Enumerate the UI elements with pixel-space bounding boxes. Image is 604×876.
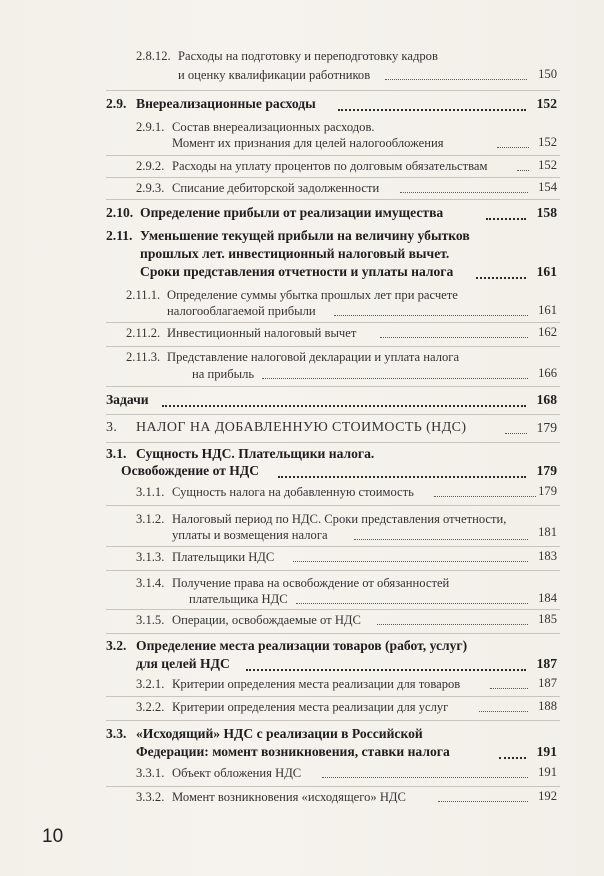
divider	[106, 609, 560, 610]
divider	[106, 90, 560, 91]
toc-leader	[479, 711, 528, 712]
toc-entry-text: Сущность налога на добавленную стоимость	[172, 485, 414, 499]
toc-entry-text: Расходы на уплату процентов по долговым обязательствам	[172, 159, 488, 173]
toc-leader	[322, 777, 528, 778]
divider	[106, 786, 560, 787]
section-num: 3.1.	[106, 446, 127, 461]
toc-page-number: 191	[536, 744, 557, 759]
divider	[106, 633, 560, 634]
section-title: Задачи	[106, 392, 149, 407]
toc-entry-text: Момент возникновения «исходящего» НДС	[172, 790, 406, 804]
section-num: 3.2.	[106, 638, 127, 653]
section-title: Внереализационные расходы	[136, 96, 316, 111]
chapter-num: 3.	[106, 420, 118, 435]
toc-num: 2.9.2.	[136, 159, 165, 173]
toc-entry-text: уплаты и возмещения налога	[172, 528, 328, 542]
section-num: 2.9.	[106, 96, 127, 111]
toc-leader	[278, 476, 526, 478]
toc-page-number: 152	[538, 135, 557, 149]
toc-page-number: 187	[536, 656, 557, 671]
toc-page-number: 187	[538, 676, 557, 690]
toc-leader	[246, 669, 526, 671]
toc-page-number: 152	[538, 158, 557, 172]
toc-page-number: 183	[538, 549, 557, 563]
toc-page-number: 188	[538, 699, 557, 713]
toc-entry-text: и оценку квалификации работников	[178, 68, 371, 82]
divider	[106, 720, 560, 721]
toc-entry-text: Объект обложения НДС	[172, 766, 302, 780]
toc-num: 3.1.1.	[136, 485, 165, 499]
divider	[106, 570, 560, 571]
section-num: 2.11.	[106, 228, 133, 243]
toc-page-number: 161	[536, 264, 557, 279]
toc-num: 3.3.2.	[136, 790, 165, 804]
section-title: для целей НДС	[136, 656, 230, 671]
toc-leader	[262, 378, 528, 379]
divider	[106, 155, 560, 156]
chapter-title: НАЛОГ НА ДОБАВЛЕННУЮ СТОИМОСТЬ (НДС)	[136, 420, 467, 435]
toc-num: 2.9.3.	[136, 181, 165, 195]
section-title: Определение места реализации товаров (работ, услуг)	[136, 638, 468, 653]
toc-num: 2.11.2.	[126, 326, 161, 340]
section-num: 2.10.	[106, 205, 134, 220]
toc-num: 3.3.1.	[136, 766, 165, 780]
toc-page-number: 179	[536, 420, 557, 435]
divider	[106, 322, 560, 323]
section-title: Определение прибыли от реализации имущества	[140, 205, 444, 220]
toc-leader	[434, 496, 536, 497]
toc-page-number: 191	[538, 765, 557, 779]
section-title: прошлых лет. инвестиционный налоговый вычет.	[140, 246, 450, 261]
section-title: «Исходящий» НДС с реализации в Российской	[136, 726, 423, 741]
toc-entry-text: Операции, освобождаемые от НДС	[172, 613, 361, 627]
toc-entry-text: Определение суммы убытка прошлых лет при расчете	[167, 288, 458, 302]
toc-leader	[380, 337, 528, 338]
toc-entry-text: Расходы на подготовку и переподготовку кадров	[178, 49, 438, 63]
divider	[106, 442, 560, 443]
toc-page-number: 152	[536, 96, 557, 111]
toc-leader	[385, 79, 527, 80]
toc-page-number: 150	[538, 67, 557, 81]
toc-num: 2.11.3.	[126, 350, 161, 364]
toc-leader	[505, 433, 527, 434]
toc-entry-text: плательщика НДС	[189, 592, 288, 606]
divider	[106, 386, 560, 387]
toc-page-number: 158	[536, 205, 557, 220]
divider	[106, 546, 560, 547]
toc-page-number: 184	[538, 591, 557, 605]
divider	[106, 199, 560, 200]
toc-entry-text: Списание дебиторской задолженности	[172, 181, 380, 195]
toc-page-number: 192	[538, 789, 557, 803]
section-title: Сроки представления отчетности и уплаты налога	[140, 264, 454, 279]
toc-leader	[293, 561, 528, 562]
divider	[106, 177, 560, 178]
toc-num: 3.1.5.	[136, 613, 165, 627]
divider	[106, 505, 560, 506]
toc-num: 3.2.1.	[136, 677, 165, 691]
toc-page-number: 179	[536, 463, 557, 478]
toc-leader	[338, 109, 526, 111]
toc-leader	[296, 603, 528, 604]
toc-entry-text: Критерии определения места реализации для услуг	[172, 700, 449, 714]
toc-page-number: 161	[538, 303, 557, 317]
page-folio: 10	[42, 826, 64, 847]
toc-entry-text: Состав внереализационных расходов.	[172, 120, 375, 134]
toc-leader	[354, 539, 528, 540]
toc-entry-text: Инвестиционный налоговый вычет	[167, 326, 357, 340]
toc-page-number: 179	[538, 484, 557, 498]
section-title: Сущность НДС. Плательщики налога.	[136, 446, 375, 461]
toc-num: 2.11.1.	[126, 288, 161, 302]
divider	[106, 414, 560, 415]
toc-leader	[476, 277, 526, 279]
toc-num: 3.1.2.	[136, 512, 165, 526]
section-title: Уменьшение текущей прибыли на величину убытков	[140, 228, 470, 243]
toc-leader	[400, 192, 528, 193]
toc-num: 3.2.2.	[136, 700, 165, 714]
toc-num: 3.1.3.	[136, 550, 165, 564]
toc-page-number: 185	[538, 612, 557, 626]
toc-entry-text: Критерии определения места реализации для товаров	[172, 677, 461, 691]
toc-entry-text: Получение права на освобождение от обязанностей	[172, 576, 450, 590]
toc-leader	[497, 147, 529, 148]
section-num: 3.3.	[106, 726, 127, 741]
toc-entry-text: Представление налоговой декларации и уплата налога	[167, 350, 460, 364]
toc-page-number: 162	[538, 325, 557, 339]
toc-entry-text: на прибыль	[192, 367, 255, 381]
toc-page-number: 168	[536, 392, 557, 407]
toc-leader	[490, 688, 528, 689]
toc-page-number: 154	[538, 180, 557, 194]
toc-leader	[162, 405, 526, 407]
toc-page-number: 166	[538, 366, 557, 380]
toc-num: 2.8.12.	[136, 49, 171, 63]
toc-entry-text: Плательщики НДС	[172, 550, 275, 564]
toc-leader	[377, 624, 528, 625]
toc-entry-text: налогооблагаемой прибыли	[167, 304, 316, 318]
toc-num: 3.1.4.	[136, 576, 165, 590]
toc-leader	[499, 757, 526, 759]
toc-entry-text: Налоговый период по НДС. Сроки представления отчетности,	[172, 512, 507, 526]
divider	[106, 346, 560, 347]
section-title: Освобождение от НДС	[121, 463, 260, 478]
divider	[106, 696, 560, 697]
toc-leader	[438, 801, 528, 802]
toc-entry-text: Момент их признания для целей налогообложения	[172, 136, 444, 150]
toc-leader	[486, 218, 526, 220]
toc-num: 2.9.1.	[136, 120, 165, 134]
toc-page-number: 181	[538, 525, 557, 539]
section-title: Федерации: момент возникновения, ставки налога	[136, 744, 450, 759]
toc-leader	[334, 315, 528, 316]
